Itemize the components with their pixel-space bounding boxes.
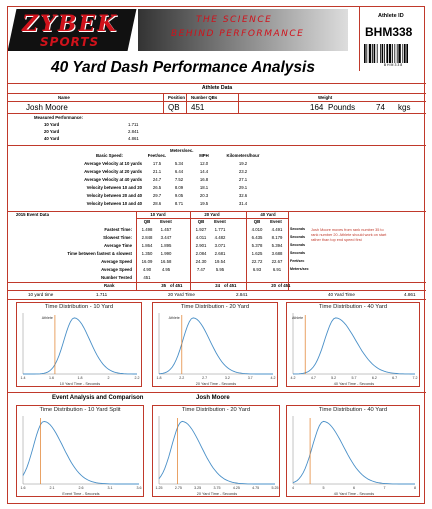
header-banner <box>8 7 348 53</box>
time-label: 40 Yard Time <box>328 292 355 297</box>
speed-cell: 8.09 <box>174 185 184 190</box>
event-sub-event: Event <box>160 219 172 224</box>
event-analysis-title: Event Analysis and Comparison <box>52 395 144 401</box>
event-cell: 3.071 <box>214 243 226 248</box>
measured-row-value: 1.711 <box>128 122 139 127</box>
speed-cell: 6.44 <box>174 169 184 174</box>
x-tick-label: 3.1 <box>107 486 113 490</box>
barcode-text: B H M 3 3 8 <box>383 63 403 67</box>
speed-row-label: Average Velocity at 10 yards <box>84 161 142 166</box>
speed-cell: 21.1 <box>152 169 162 174</box>
x-tick-label: 2.7 <box>202 376 208 380</box>
event-cell: 2.681 <box>214 251 226 256</box>
barcode <box>364 44 422 64</box>
measured-row-label: 10 Yard <box>44 122 60 127</box>
event-note: Josh Moore moves from rank number 35 to rank number 20. Athlete should work on start rather than top end speed first <box>311 228 387 242</box>
event-row-unit: Seconds <box>290 243 305 247</box>
event-cell: 19.54 <box>214 259 226 264</box>
x-tick-label: 5 <box>322 486 325 490</box>
x-tick-label: 5.25 <box>271 486 279 490</box>
x-tick-label: 5.7 <box>351 376 357 380</box>
speed-cell: 28.6 <box>152 201 162 206</box>
chart-title: Time Distribution - 40 Yard <box>318 304 388 310</box>
speed-cell: 18.1 <box>199 185 209 190</box>
measured-row-value: 4.861 <box>128 136 139 141</box>
event-row-label: Slowest Time: <box>103 235 132 240</box>
speed-row-label: Velocity between 20 and 40 <box>86 193 142 198</box>
speed-cell: 5.34 <box>174 161 184 166</box>
speed-cell: 32.6 <box>238 193 248 198</box>
speed-cell: 31.4 <box>238 201 248 206</box>
event-row-unit: Seconds <box>290 251 305 255</box>
athlete-marker-label: Athlete <box>41 316 53 320</box>
x-tick-label: 2.75 <box>174 486 182 490</box>
distribution-curve <box>293 318 415 374</box>
x-tick-label: 1.8 <box>77 376 83 380</box>
rank-value: 35 <box>161 283 166 288</box>
weight-kg-unit: kgs <box>398 103 411 112</box>
speed-row-label: Average Velocity at 40 yards <box>84 177 142 182</box>
athlete-name: Josh Moore <box>26 103 68 112</box>
number-label: Number QBs <box>191 95 218 100</box>
event-sub-qb: QB <box>253 219 261 224</box>
x-tick-label: 1.6 <box>49 376 54 380</box>
x-tick-label: 3.25 <box>194 486 202 490</box>
event-group-2: 40 Yard <box>260 212 276 217</box>
x-tick-label: 3.75 <box>213 486 221 490</box>
event-cell: 4.482 <box>214 235 226 240</box>
speed-col-1: Meters/sec. <box>170 148 194 153</box>
distribution-curve <box>159 421 275 484</box>
logo-main: ZYBEK <box>22 11 119 37</box>
athlete-id-value: BHM338 <box>365 25 413 39</box>
event-cell: 8.179 <box>271 235 283 240</box>
time-label: 20 Yard Time <box>168 292 195 297</box>
speed-cell: 12.0 <box>199 161 209 166</box>
event-sub-event: Event <box>270 219 282 224</box>
event-data-label: 2015 Event Data <box>16 212 49 217</box>
page-title: 40 Yard Dash Performance Analysis <box>51 59 315 76</box>
x-axis-label: 20 Yard Time - Seconds <box>196 492 238 496</box>
event-row-label: Fastest Time: <box>104 227 132 232</box>
event-cell: 1.771 <box>214 227 226 232</box>
chart-svg <box>153 303 279 388</box>
x-tick-label: 1.6 <box>20 486 26 490</box>
event-cell: 22.67 <box>271 259 283 264</box>
rank-of: of 451 <box>278 283 291 288</box>
chart-title: Time Distribution - 10 Yard <box>44 304 114 310</box>
speed-cell: 9.05 <box>174 193 184 198</box>
x-tick-label: 3.2 <box>224 376 230 380</box>
time-value: 4.861 <box>404 292 416 297</box>
event-cell: 16.09 <box>141 259 153 264</box>
event-cell: 4.010 <box>251 227 263 232</box>
name-label: Name <box>58 95 70 100</box>
speed-cell: 19.5 <box>199 201 209 206</box>
event-row-label: Average Speed <box>101 259 132 264</box>
distribution-chart <box>16 302 142 387</box>
event-row-unit: Seconds <box>290 235 305 239</box>
athlete-marker-label: Athlete <box>168 316 180 320</box>
chart-svg <box>287 303 421 388</box>
chart-svg <box>17 303 143 388</box>
event-row-label: Number Tested <box>101 275 132 280</box>
distribution-chart <box>152 302 278 387</box>
x-tick-label: 3.7 <box>247 376 253 380</box>
distribution-chart <box>286 302 420 387</box>
event-cell: 4.491 <box>271 227 283 232</box>
x-axis-label: 40 Yard Time - Seconds <box>333 382 375 386</box>
event-cell: 1.498 <box>141 227 153 232</box>
x-tick-label: 1.8 <box>156 376 162 380</box>
athlete-position: QB <box>168 103 180 112</box>
distribution-chart <box>16 405 144 497</box>
x-tick-label: 8 <box>414 486 416 490</box>
distribution-chart <box>152 405 280 497</box>
event-cell: 1.457 <box>160 227 172 232</box>
x-tick-label: 1.25 <box>155 486 163 490</box>
speed-cell: 27.1 <box>238 177 248 182</box>
x-tick-label: 4.2 <box>290 376 296 380</box>
event-cell: 6.435 <box>251 235 263 240</box>
event-cell: 1.864 <box>141 243 153 248</box>
event-cell: 5.95 <box>215 267 225 272</box>
speed-cell: 24.7 <box>152 177 162 182</box>
x-tick-label: 4.2 <box>270 376 276 380</box>
speed-cell: 16.8 <box>199 177 209 182</box>
speed-col-0: Feet/sec. <box>147 153 167 158</box>
event-cell: 4.95 <box>161 267 171 272</box>
x-tick-label: 4.25 <box>232 486 240 490</box>
speed-cell: 29.7 <box>152 193 162 198</box>
event-cell: 3.688 <box>271 251 283 256</box>
x-tick-label: 6.2 <box>371 376 377 380</box>
tagline-1: THE SCIENCE <box>196 15 273 25</box>
speed-cell: 29.1 <box>238 185 248 190</box>
athlete-number: 451 <box>191 103 205 112</box>
logo-sub: SPORTS <box>40 35 100 49</box>
x-axis-label: Event Time - Seconds <box>62 492 100 496</box>
x-tick-label: 2.6 <box>78 486 84 490</box>
speed-row-label: Velocity between 10 and 40 <box>86 201 142 206</box>
event-row-label: Average Speed <box>101 267 132 272</box>
event-row-unit: Feet/sec <box>290 259 305 263</box>
rank-of: of 451 <box>170 283 183 288</box>
event-cell: 1.350 <box>141 251 153 256</box>
x-tick-label: 1.4 <box>20 376 26 380</box>
x-tick-label: 7.2 <box>412 376 418 380</box>
x-tick-label: 6.7 <box>392 376 398 380</box>
event-cell: 1.895 <box>160 243 172 248</box>
speed-cell: 26.5 <box>152 185 162 190</box>
measured-row-label: 20 Yard <box>44 129 60 134</box>
athlete-data-title: Athlete Data <box>201 85 233 91</box>
x-axis-label: 40 Yard Time - Seconds <box>333 492 375 496</box>
time-value: 2.841 <box>236 292 248 297</box>
chart-title: Time Distribution - 40 Yard <box>318 407 388 413</box>
distribution-curve <box>293 421 415 484</box>
chart-title: Time Distribution - 10 Yard Split <box>39 407 121 413</box>
x-tick-label: 7 <box>383 486 386 490</box>
event-sub-qb: QB <box>143 219 151 224</box>
event-row-label: Average Time <box>104 243 132 248</box>
event-cell: 451 <box>143 275 151 280</box>
chart-svg <box>153 406 281 498</box>
weight-kg: 74 <box>376 103 385 112</box>
event-cell: 6.93 <box>252 267 262 272</box>
weight-pounds-unit: Pounds <box>328 103 356 112</box>
event-cell: 4.011 <box>195 235 207 240</box>
measured-row-value: 2.841 <box>128 129 139 134</box>
x-axis-label: 20 Yard Time - Seconds <box>195 382 237 386</box>
chart-svg <box>17 406 145 498</box>
event-cell: 1.990 <box>160 251 172 256</box>
rank-value: 24 <box>215 283 220 288</box>
speed-row-label: Velocity between 10 and 20 <box>86 185 142 190</box>
speed-cell: 7.52 <box>174 177 184 182</box>
event-row-unit: Meters/sec <box>290 267 309 271</box>
event-cell: 22.72 <box>251 259 263 264</box>
rank-value: 20 <box>271 283 276 288</box>
event-group-0: 10 Yard <box>150 212 166 217</box>
tagline-2: BEHIND PERFORMANCE <box>171 29 305 39</box>
event-cell: 6.91 <box>272 267 282 272</box>
weight-label: Weight <box>318 95 333 100</box>
distribution-curve <box>159 318 273 374</box>
event-cell: 2.084 <box>195 251 207 256</box>
speed-cell: 8.71 <box>174 201 184 206</box>
weight-pounds: 164 <box>310 103 324 112</box>
chart-svg <box>287 406 421 498</box>
speed-col-3: Kilometers/hour <box>226 153 260 158</box>
event-group-1: 20 Yard <box>204 212 220 217</box>
speed-cell: 14.4 <box>199 169 209 174</box>
speed-cell: 17.5 <box>152 161 162 166</box>
x-tick-label: 4 <box>292 486 294 490</box>
report-page <box>7 6 425 504</box>
x-tick-label: 6 <box>353 486 355 490</box>
speed-cell: 19.2 <box>238 161 248 166</box>
time-value: 1.711 <box>96 292 108 297</box>
chart-title: Time Distribution - 20 Yard <box>181 407 251 413</box>
event-cell: 3.447 <box>160 235 172 240</box>
measured-label: Measured Performance: <box>34 115 83 120</box>
speed-col-2: MPH <box>199 153 209 158</box>
event-sub-event: Event <box>214 219 226 224</box>
x-tick-label: 2.1 <box>49 486 55 490</box>
event-row-label: Time between fastest & slowest <box>67 251 132 256</box>
rank-label: Rank <box>104 283 115 288</box>
x-axis-label: 10 Yard Time - Seconds <box>59 382 101 386</box>
x-tick-label: 2.2 <box>134 376 140 380</box>
distribution-chart <box>286 405 420 497</box>
event-cell: 7.47 <box>196 267 206 272</box>
speed-cell: 20.3 <box>199 193 209 198</box>
event-cell: 2.901 <box>195 243 207 248</box>
x-tick-label: 4.7 <box>310 376 316 380</box>
x-tick-label: 5.2 <box>331 376 337 380</box>
athlete-id-label: Athlete ID <box>378 13 404 19</box>
event-sub-qb: QB <box>197 219 205 224</box>
chart-title: Time Distribution - 20 Yard <box>180 304 250 310</box>
event-cell: 4.90 <box>142 267 152 272</box>
event-cell: 2.848 <box>141 235 153 240</box>
time-label: 10 yard time <box>28 292 54 297</box>
event-cell: 24.30 <box>195 259 207 264</box>
basic-speed-heading: Basic Speed: <box>96 153 123 158</box>
speed-row-label: Average Velocity at 20 yards <box>84 169 142 174</box>
event-cell: 5.394 <box>271 243 283 248</box>
position-label: Position <box>168 95 185 100</box>
x-tick-label: 4.75 <box>252 486 260 490</box>
event-analysis-name: Josh Moore <box>196 395 230 401</box>
speed-cell: 23.2 <box>238 169 248 174</box>
event-cell: 16.58 <box>160 259 172 264</box>
measured-row-label: 40 Yard <box>44 136 60 141</box>
event-cell: 1.625 <box>251 251 263 256</box>
athlete-marker-label: Athlete <box>291 316 304 320</box>
x-tick-label: 2.2 <box>179 376 185 380</box>
event-cell: 1.927 <box>195 227 207 232</box>
athlete-id-box <box>359 7 425 71</box>
event-row-unit: Seconds <box>290 227 305 231</box>
rank-of: of 451 <box>224 283 237 288</box>
x-tick-label: 3.6 <box>136 486 142 490</box>
event-cell: 5.378 <box>251 243 263 248</box>
x-tick-label: 2 <box>107 376 110 380</box>
distribution-curve <box>23 318 137 374</box>
